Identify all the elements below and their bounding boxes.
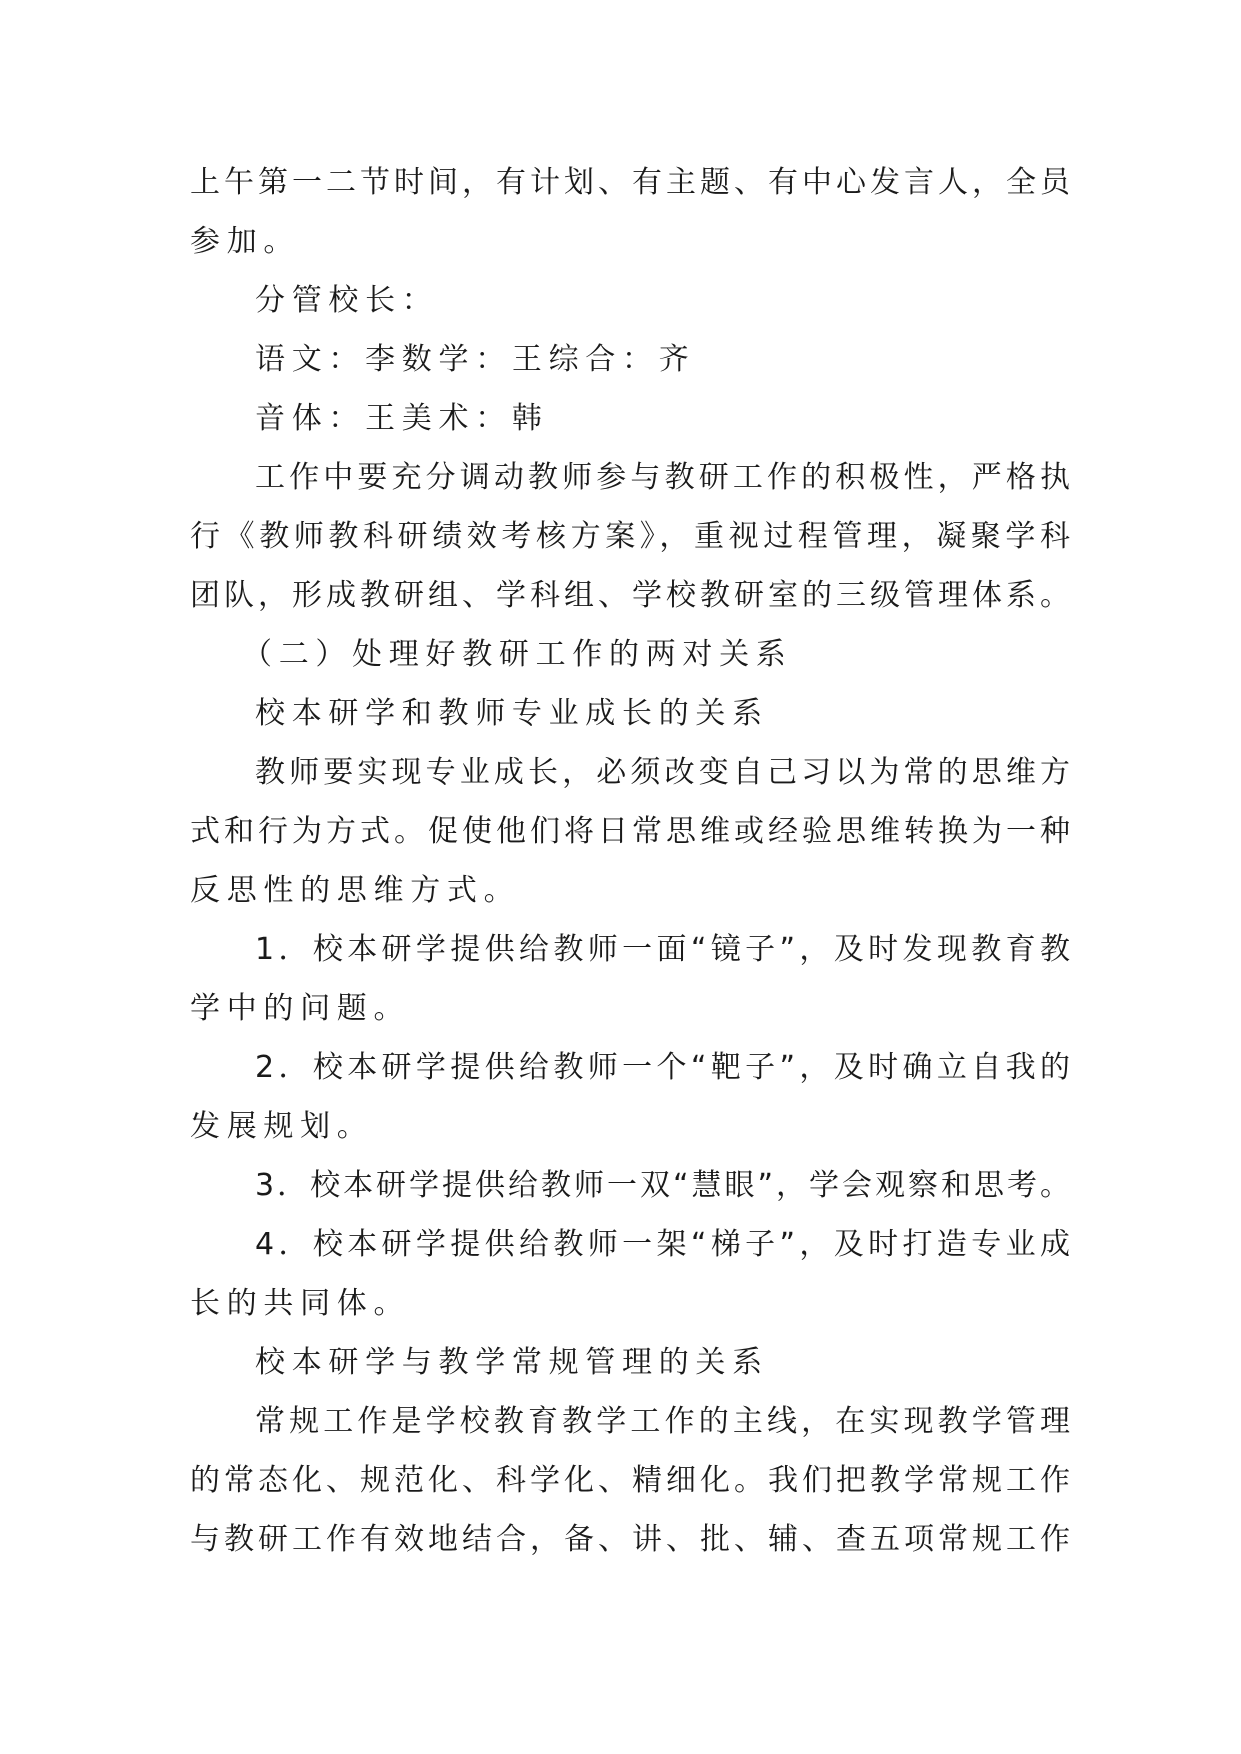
subsection-heading: 校本研学与教学常规管理的关系	[255, 1345, 769, 1380]
text-line: 工作中要充分调动教师参与教研工作的积极性，严格执	[255, 460, 1070, 495]
text-line: 的常态化、规范化、科学化、精细化。我们把教学常规工作	[190, 1463, 1070, 1498]
text-line: 音体：王美术：韩	[255, 401, 549, 436]
text-line: 行《教师教科研绩效考核方案》，重视过程管理，凝聚学科	[190, 519, 1070, 554]
list-item: 1．校本研学提供给教师一面“镜子”，及时发现教育教	[255, 932, 1070, 967]
text-line: 长的共同体。	[190, 1286, 411, 1321]
list-item: 3．校本研学提供给教师一双“慧眼”，学会观察和思考。	[255, 1168, 1070, 1203]
list-item: 4．校本研学提供给教师一架“梯子”，及时打造专业成	[255, 1227, 1070, 1262]
text-line: 与教研工作有效地结合，备、讲、批、辅、查五项常规工作	[190, 1522, 1070, 1557]
list-item: 2．校本研学提供给教师一个“靶子”，及时确立自我的	[255, 1050, 1070, 1085]
text-line: 团队，形成教研组、学科组、学校教研室的三级管理体系。	[190, 578, 1070, 613]
text-line: 学中的问题。	[190, 991, 411, 1026]
text-line: 参加。	[190, 224, 301, 259]
document-body	[190, 153, 1070, 1569]
text-line: 常规工作是学校教育教学工作的主线，在实现教学管理	[255, 1404, 1070, 1439]
subsection-heading: 校本研学和教师专业成长的关系	[255, 696, 769, 731]
text-line: 语文：李数学：王综合：齐	[255, 342, 696, 377]
text-line: 教师要实现专业成长，必须改变自己习以为常的思维方	[255, 755, 1070, 790]
text-line: 发展规划。	[190, 1109, 374, 1144]
text-line: 反思性的思维方式。	[190, 873, 521, 908]
text-line: 分管校长：	[255, 283, 439, 318]
text-line: 式和行为方式。促使他们将日常思维或经验思维转换为一种	[190, 814, 1070, 849]
text-line: 上午第一二节时间，有计划、有主题、有中心发言人，全员	[190, 165, 1070, 200]
section-heading: （二）处理好教研工作的两对关系	[242, 637, 793, 672]
